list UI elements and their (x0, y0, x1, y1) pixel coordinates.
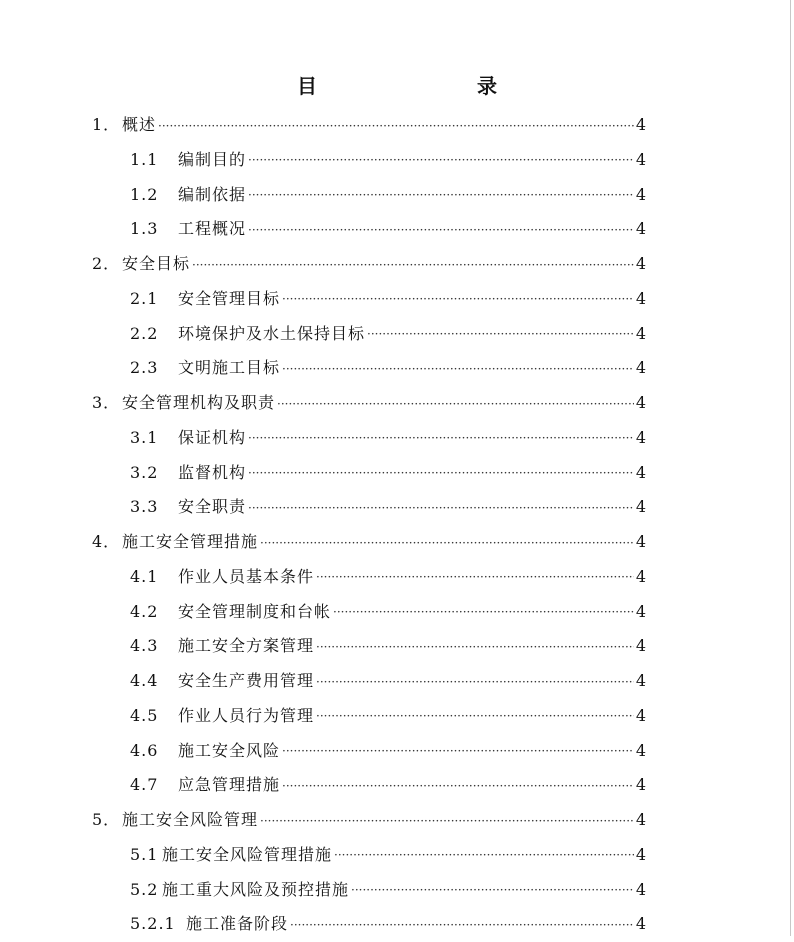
toc-leader-dots (282, 733, 634, 768)
toc-leader-dots (192, 247, 634, 282)
toc-leader-dots (316, 629, 634, 664)
toc-entry-number: 2.3 (130, 358, 159, 378)
toc-entry[interactable] (130, 595, 646, 629)
toc-entry-number: 1.3 (130, 219, 159, 239)
toc-entry-number: 4． (92, 532, 121, 551)
toc-entry-number: 5． (92, 810, 121, 829)
toc-entry-title: 作业人员基本条件 (178, 566, 315, 586)
toc-entry-page: 4 (635, 462, 646, 482)
toc-leader-dots (158, 108, 634, 143)
toc-leader-dots (260, 525, 634, 560)
toc-entry[interactable] (130, 873, 646, 907)
toc-entry-number: 3.3 (130, 497, 159, 517)
toc-entry[interactable] (130, 664, 646, 698)
toc-entry[interactable] (130, 699, 646, 733)
toc-entry-number: 4.2 (130, 601, 159, 621)
toc-entry-page: 4 (635, 254, 646, 273)
toc-entry-title: 安全职责 (178, 497, 247, 517)
toc-entry[interactable] (130, 351, 646, 385)
toc-entry-title: 保证机构 (178, 427, 247, 447)
toc-entry-number: 4.5 (130, 705, 159, 725)
toc-leader-dots (282, 281, 634, 316)
toc-entry-page: 4 (635, 879, 646, 899)
toc-leader-dots (248, 490, 634, 525)
toc-entry-page: 4 (635, 219, 646, 239)
toc-entry[interactable] (130, 560, 646, 594)
toc-entry-title: 安全管理机构及职责 (122, 393, 276, 412)
toc-leader-dots (290, 907, 634, 942)
toc-entry[interactable] (130, 178, 646, 212)
toc-entry-title: 编制目的 (178, 149, 247, 169)
toc-entry-title: 概述 (122, 115, 157, 134)
toc-entry-title: 施工重大风险及预控措施 (162, 879, 350, 899)
toc-entry-page: 4 (635, 810, 646, 829)
toc-entry[interactable] (130, 629, 646, 663)
toc-entry-page: 4 (635, 149, 646, 169)
toc-leader-dots (316, 698, 634, 733)
toc-leader-dots (248, 212, 634, 247)
toc-entry-number: 5.2.1 (130, 914, 176, 934)
toc-leader-dots (282, 768, 634, 803)
toc-entry[interactable] (130, 907, 646, 941)
toc-entry-page: 4 (635, 636, 646, 656)
toc-entry[interactable] (130, 768, 646, 802)
toc-entry-number: 1.2 (130, 184, 159, 204)
toc-entry-title: 安全生产费用管理 (178, 671, 315, 690)
toc-entry-number: 2.1 (130, 288, 159, 308)
toc-leader-dots (248, 420, 634, 455)
toc-entry-page: 4 (635, 288, 646, 308)
toc-entry-title: 施工安全风险 (178, 740, 281, 760)
toc-entry-title: 应急管理措施 (178, 775, 281, 795)
toc-entry-number: 4.4 (130, 671, 159, 690)
toc-title: 目 录 (297, 74, 537, 98)
toc-entry[interactable] (130, 456, 646, 490)
toc-entry-page: 4 (635, 914, 646, 934)
toc-entry-number: 3.2 (130, 462, 159, 482)
toc-entry-title: 作业人员行为管理 (178, 705, 315, 725)
toc-leader-dots (282, 351, 634, 386)
toc-leader-dots (316, 559, 634, 594)
toc-entry-title: 安全目标 (122, 254, 191, 273)
toc-entry-number: 5.2 (130, 879, 159, 899)
toc-entry-page: 4 (635, 393, 646, 412)
toc-entry-number: 5.1 (130, 844, 159, 864)
toc-leader-dots (333, 594, 634, 629)
toc-entry-page: 4 (635, 358, 646, 378)
toc-entry[interactable] (130, 143, 646, 177)
toc-entry-number: 2． (92, 254, 121, 273)
toc-entry-title: 施工安全管理措施 (122, 532, 259, 551)
page-edge-divider (790, 0, 791, 936)
toc-entry-number: 4.3 (130, 636, 159, 656)
toc-entry-page: 4 (635, 566, 646, 586)
toc-entry-title: 安全管理制度和台帐 (178, 601, 332, 621)
toc-entry-number: 1.1 (130, 149, 159, 169)
toc-entry[interactable] (130, 734, 646, 768)
toc-leader-dots (316, 664, 634, 699)
toc-entry[interactable] (130, 282, 646, 316)
toc-entry-title: 监督机构 (178, 462, 247, 482)
toc-entry-page: 4 (635, 740, 646, 760)
toc-entry-title: 文明施工目标 (178, 358, 281, 378)
toc-entry-page: 4 (635, 323, 646, 343)
toc-entry[interactable] (130, 317, 646, 351)
toc-entry-number: 4.7 (130, 775, 159, 795)
toc-entry-number: 3.1 (130, 427, 159, 447)
toc-entry[interactable] (130, 212, 646, 246)
toc-entry-number: 4.1 (130, 566, 159, 586)
toc-entry-page: 4 (635, 184, 646, 204)
toc-entry-page: 4 (635, 775, 646, 795)
toc-leader-dots (248, 455, 634, 490)
toc-entry-title: 安全管理目标 (178, 288, 281, 308)
toc-entry-page: 4 (635, 115, 646, 134)
toc-entry[interactable] (92, 803, 646, 837)
toc-entry-number: 2.2 (130, 323, 159, 343)
toc-entry-title: 编制依据 (178, 184, 247, 204)
toc-entry-page: 4 (635, 497, 646, 517)
toc-entry-page: 4 (635, 705, 646, 725)
toc-leader-dots (248, 177, 634, 212)
toc-entry[interactable] (130, 838, 646, 872)
toc-entry-title: 环境保护及水土保持目标 (178, 323, 366, 343)
toc-leader-dots (277, 386, 634, 421)
toc-entry-number: 3． (92, 393, 121, 412)
toc-entry[interactable] (92, 108, 646, 142)
toc-leader-dots (260, 803, 634, 838)
toc-entry-number: 1． (92, 115, 121, 134)
toc-leader-dots (367, 316, 634, 351)
toc-leader-dots (248, 142, 634, 177)
toc-entry-title: 施工安全方案管理 (178, 636, 315, 656)
toc-entry-page: 4 (635, 532, 646, 551)
toc-entry[interactable] (130, 421, 646, 455)
toc-entry-title: 施工安全风险管理 (122, 810, 259, 829)
toc-entry-page: 4 (635, 671, 646, 690)
toc-entry[interactable] (92, 386, 646, 420)
toc-leader-dots (334, 837, 634, 872)
toc-entry-page: 4 (635, 844, 646, 864)
toc-entry[interactable] (130, 490, 646, 524)
toc-entry[interactable] (92, 525, 646, 559)
toc-entry-title: 施工安全风险管理措施 (162, 844, 333, 864)
toc-entry-title: 工程概况 (178, 219, 247, 239)
toc-entry[interactable] (92, 247, 646, 281)
toc-entry-number: 4.6 (130, 740, 159, 760)
toc-leader-dots (351, 872, 634, 907)
toc-entry-page: 4 (635, 427, 646, 447)
toc-entry-title: 施工准备阶段 (186, 914, 289, 934)
toc-entry-page: 4 (635, 601, 646, 621)
